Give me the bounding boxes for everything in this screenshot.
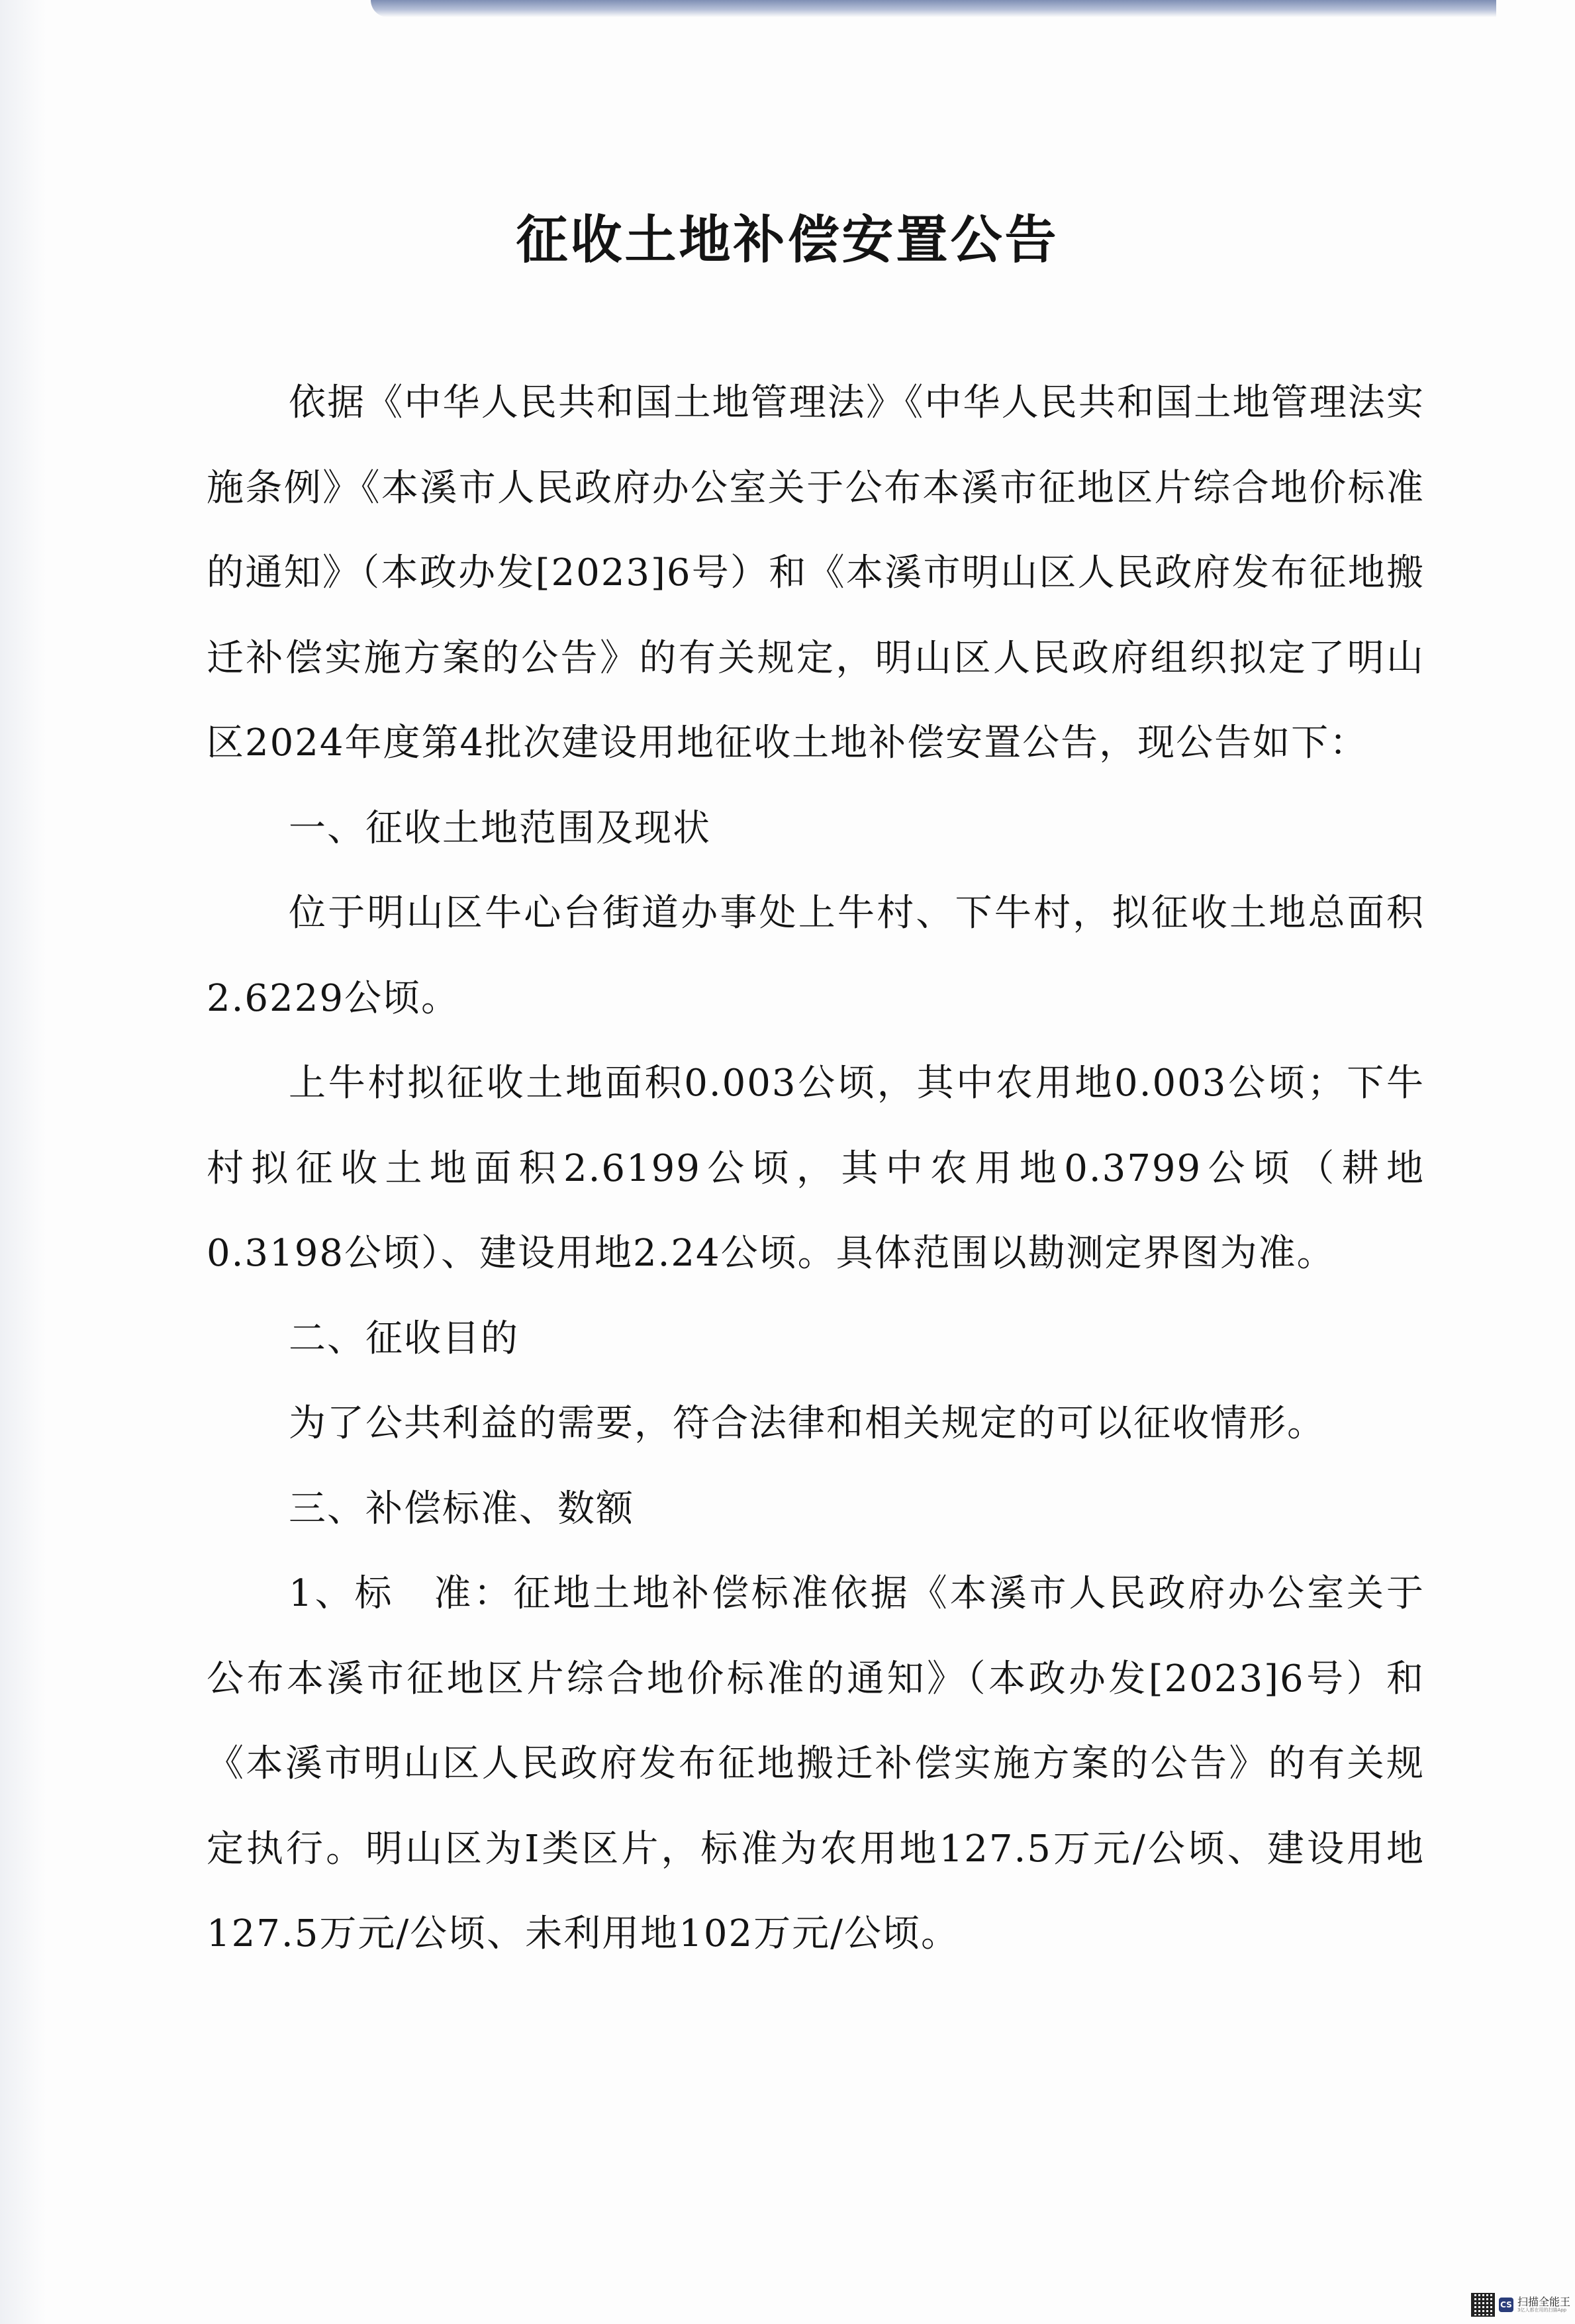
watermark-name: 扫描全能王 — [1517, 2296, 1571, 2309]
watermark-text — [1517, 2296, 1570, 2313]
paragraph-location: 位于明山区牛心台街道办事处上牛村、下牛村，拟征收土地总面积2.6229公顷。 — [207, 892, 1425, 1020]
qr-code-icon — [1471, 2293, 1495, 2317]
paragraph-purpose: 为了公共利益的需要，符合法律和相关规定的可以征收情形。 — [289, 1402, 1325, 1445]
paragraph-intro: 依据《中华人民共和国土地管理法》《中华人民共和国土地管理法实施条例》《本溪市人民政府办公室关于公布本溪市征地区片综合地价标准的通知》（本政办发[2023]6号）和《本溪市明山区人民政府发布征地搬迁补偿实施方案的公告》的有关规定，明山区人民政府组织拟定了明山区2024年度第4批次建设用地征收土地补偿安置公告，现公告如下： — [207, 381, 1425, 765]
section-heading-1: 一、征收土地范围及现状 — [289, 806, 711, 850]
section-heading-3: 三、补偿标准、数额 — [289, 1487, 634, 1530]
camscanner-logo-icon: CS — [1499, 2298, 1513, 2312]
section-heading-2: 二、征收目的 — [289, 1317, 519, 1360]
scanner-watermark — [1471, 2292, 1570, 2318]
document-body — [207, 361, 1425, 1977]
document-title: 征收土地补偿安置公告 — [516, 210, 1059, 270]
paragraph-standard: 1、标 准：征地土地补偿标准依据《本溪市人民政府办公室关于公布本溪市征地区片综合地价标准的通知》（本政办发[2023]6号）和《本溪市明山区人民政府发布征地搬迁补偿实施方案的公告》的有关规定执行。明山区为Ⅰ类区片，标准为农用地127.5万元/公顷、建设用地127.5万元/公顷、未利用地102万元/公顷。 — [207, 1572, 1425, 1955]
watermark-subtitle: 3亿人都在用的扫描App — [1517, 2307, 1567, 2313]
paragraph-area-breakdown: 上牛村拟征收土地面积0.003公顷，其中农用地0.003公顷；下牛村拟征收土地面积2.6199公顷，其中农用地0.3799公顷（耕地0.3198公顷）、建设用地2.24公顷。具体范围以勘测定界图为准。 — [207, 1062, 1425, 1275]
